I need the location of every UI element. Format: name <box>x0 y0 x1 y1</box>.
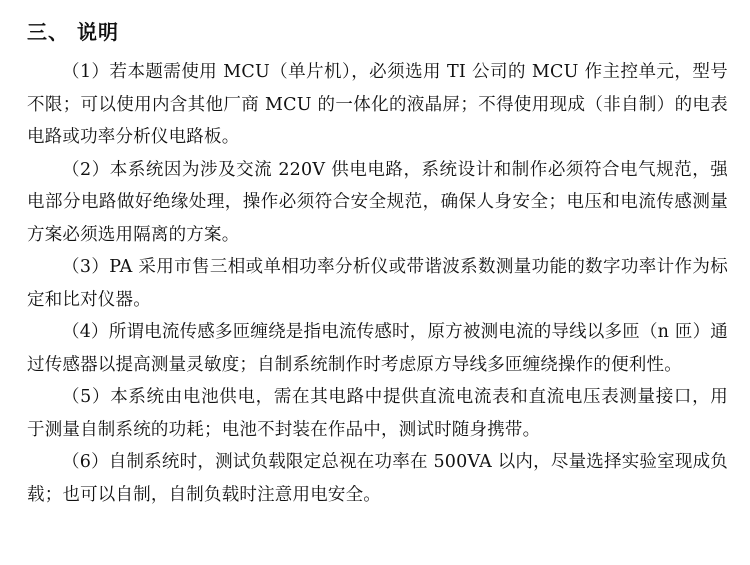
paragraph-4: （4）所谓电流传感多匝缠绕是指电流传感时，原方被测电流的导线以多匝（n 匝）通过传感器以提高测量灵敏度；自制系统制作时考虑原方导线多匝缠绕操作的便利性。 <box>27 322 728 375</box>
paragraph-2: （2）本系统因为涉及交流 220V 供电电路，系统设计和制作必须符合电气规范，强电部分电路做好绝缘处理，操作必须符合安全规范，确保人身安全；电压和电流传感测量方案必须选用隔离的方案。 <box>27 159 728 245</box>
section-heading: 三、 说明 <box>27 20 119 44</box>
paragraph-1: （1）若本题需使用 MCU（单片机），必须选用 TI 公司的 MCU 作主控单元，型号不限；可以使用内含其他厂商 MCU 的一体化的液晶屏；不得使用现成（非自制）的电表电路或功率分析仪电路板。 <box>27 62 728 147</box>
paragraph-3: （3）PA 采用市售三相或单相功率分析仪或带谐波系数测量功能的数字功率计作为标定和比对仪器。 <box>27 257 728 310</box>
paragraph-5: （5）本系统由电池供电，需在其电路中提供直流电流表和直流电压表测量接口，用于测量自制系统的功耗；电池不封装在作品中，测试时随身携带。 <box>27 387 728 440</box>
paragraph-6: （6）自制系统时，测试负载限定总视在功率在 500VA 以内，尽量选择实验室现成负载；也可以自制，自制负载时注意用电安全。 <box>27 452 728 505</box>
